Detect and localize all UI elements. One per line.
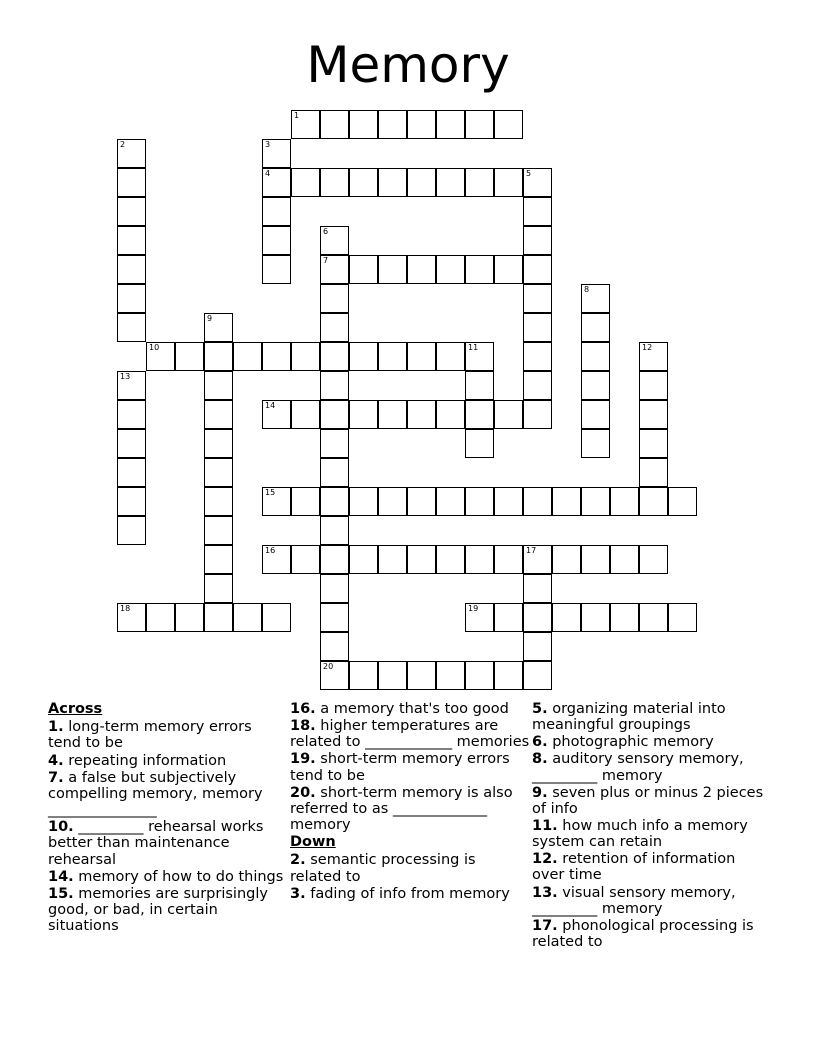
clue-down-9: 9. seven plus or minus 2 pieces of info [532,784,764,817]
clue-number: 14 [265,401,276,410]
clue-across-20: 20. short-term memory is also referred to as _____________ memory [290,784,513,834]
grid-cell[interactable] [262,603,291,632]
grid-cell[interactable] [639,545,668,574]
grid-cell[interactable] [494,487,523,516]
grid-cell[interactable] [610,545,639,574]
grid-cell[interactable] [117,458,146,487]
grid-cell[interactable] [465,661,494,690]
grid-cell[interactable] [320,632,349,661]
grid-cell[interactable] [378,545,407,574]
grid-cell[interactable] [436,400,465,429]
grid-cell[interactable] [581,342,610,371]
clue-number: 13 [120,372,131,381]
grid-cell[interactable] [320,168,349,197]
grid-cell[interactable] [320,458,349,487]
grid-cell[interactable] [523,313,552,342]
grid-cell[interactable] [204,400,233,429]
clue-down-11: 11. how much info a memory system can retain [532,817,748,851]
grid-cell[interactable] [349,110,378,139]
grid-cell[interactable] [117,284,146,313]
clue-across-16: 16. a memory that's too good [290,701,509,717]
grid-cell[interactable] [349,255,378,284]
grid-cell[interactable] [204,458,233,487]
grid-cell[interactable] [262,168,291,197]
grid-cell[interactable] [117,429,146,458]
grid-cell[interactable] [291,545,320,574]
clue-number: 20 [323,662,334,671]
grid-cell[interactable] [117,371,146,400]
grid-cell[interactable] [668,487,697,516]
across-heading: Across [48,701,103,717]
grid-cell[interactable] [494,110,523,139]
grid-cell[interactable] [378,487,407,516]
grid-cell[interactable] [668,603,697,632]
grid-cell[interactable] [407,255,436,284]
grid-cell[interactable] [436,110,465,139]
grid-cell[interactable] [465,110,494,139]
grid-cell[interactable] [581,545,610,574]
grid-cell[interactable] [117,226,146,255]
grid-cell[interactable] [639,342,668,371]
grid-cell[interactable] [204,545,233,574]
grid-cell[interactable] [320,545,349,574]
grid-cell[interactable] [320,284,349,313]
grid-cell[interactable] [639,429,668,458]
grid-cell[interactable] [291,400,320,429]
grid-cell[interactable] [320,371,349,400]
grid-cell[interactable] [494,255,523,284]
grid-cell[interactable] [262,197,291,226]
grid-cell[interactable] [465,429,494,458]
clues-column-1 [48,701,288,935]
clue-number: 7 [323,256,329,265]
grid-cell[interactable] [407,110,436,139]
grid-cell[interactable] [117,603,146,632]
grid-cell[interactable] [436,545,465,574]
grid-cell[interactable] [378,110,407,139]
grid-cell[interactable] [117,400,146,429]
grid-cell[interactable] [291,168,320,197]
grid-cell[interactable] [204,371,233,400]
grid-cell[interactable] [581,603,610,632]
clue-number: 4 [265,169,271,178]
grid-cell[interactable] [465,342,494,371]
grid-cell[interactable] [320,603,349,632]
grid-cell[interactable] [610,603,639,632]
clue-number: 6 [323,227,329,236]
grid-cell[interactable] [407,168,436,197]
grid-cell[interactable] [581,284,610,313]
grid-cell[interactable] [465,603,494,632]
grid-cell[interactable] [117,168,146,197]
clue-across-10: 10. _________ rehearsal works better than maintenance rehearsal [48,819,264,868]
grid-cell[interactable] [117,139,146,168]
grid-cell[interactable] [639,458,668,487]
grid-cell[interactable] [581,487,610,516]
grid-cell[interactable] [349,168,378,197]
grid-cell[interactable] [436,661,465,690]
grid-cell[interactable] [204,574,233,603]
grid-cell[interactable] [117,313,146,342]
clue-number: 16 [265,546,276,555]
grid-cell[interactable] [494,545,523,574]
grid-cell[interactable] [378,342,407,371]
grid-cell[interactable] [204,516,233,545]
grid-cell[interactable] [581,313,610,342]
grid-cell[interactable] [349,342,378,371]
grid-cell[interactable] [523,661,552,690]
clue-down-2: 2. semantic processing is related to [290,852,476,885]
clue-across-18: 18. higher temperatures are related to ____________ memories [290,718,530,751]
grid-cell[interactable] [291,110,320,139]
clue-across-4: 4. repeating information [48,752,227,769]
grid-cell[interactable] [465,168,494,197]
clue-number: 15 [265,488,276,497]
grid-cell[interactable] [349,661,378,690]
grid-cell[interactable] [233,342,262,371]
grid-cell[interactable] [262,487,291,516]
grid-cell[interactable] [610,487,639,516]
grid-cell[interactable] [262,226,291,255]
clue-number: 8 [584,285,590,294]
grid-cell[interactable] [523,197,552,226]
down-heading: Down [290,834,336,851]
grid-cell[interactable] [378,168,407,197]
grid-cell[interactable] [320,429,349,458]
grid-cell[interactable] [465,371,494,400]
grid-cell[interactable] [262,545,291,574]
clue-down-8: 8. auditory sensory memory, _________ memory [532,751,744,784]
grid-cell[interactable] [494,661,523,690]
grid-cell[interactable] [523,545,552,574]
grid-cell[interactable] [523,255,552,284]
grid-cell[interactable] [291,342,320,371]
grid-cell[interactable] [204,603,233,632]
clue-number: 3 [265,140,271,149]
grid-cell[interactable] [233,603,262,632]
grid-cell[interactable] [117,255,146,284]
grid-cell[interactable] [320,661,349,690]
grid-cell[interactable] [320,487,349,516]
puzzle-title: Memory [306,36,510,94]
grid-cell[interactable] [407,342,436,371]
grid-cell[interactable] [320,400,349,429]
grid-cell[interactable] [320,255,349,284]
grid-cell[interactable] [204,342,233,371]
grid-cell[interactable] [320,516,349,545]
clue-number: 9 [207,314,213,323]
grid-cell[interactable] [291,487,320,516]
grid-cell[interactable] [436,487,465,516]
grid-cell[interactable] [378,400,407,429]
grid-cell[interactable] [349,400,378,429]
grid-cell[interactable] [523,400,552,429]
grid-cell[interactable] [465,255,494,284]
grid-cell[interactable] [117,516,146,545]
clue-number: 10 [149,343,160,352]
clue-number: 18 [120,604,131,613]
grid-cell[interactable] [204,313,233,342]
grid-cell[interactable] [407,400,436,429]
grid-cell[interactable] [639,400,668,429]
grid-cell[interactable] [117,487,146,516]
clue-down-6: 6. photographic memory [532,734,714,751]
grid-cell[interactable] [552,487,581,516]
clue-number: 5 [526,169,532,178]
clue-down-5: 5. organizing material into meaningful groupings [532,701,726,734]
grid-cell[interactable] [204,487,233,516]
grid-cell[interactable] [494,603,523,632]
grid-cell[interactable] [378,255,407,284]
grid-cell[interactable] [494,168,523,197]
grid-cell[interactable] [262,400,291,429]
grid-cell[interactable] [581,371,610,400]
grid-cell[interactable] [407,661,436,690]
grid-cell[interactable] [146,603,175,632]
grid-cell[interactable] [639,371,668,400]
grid-cell[interactable] [523,603,552,632]
grid-cell[interactable] [552,603,581,632]
clue-number: 11 [468,343,479,352]
clue-across-1: 1. long-term memory errors tend to be [48,719,252,752]
grid-cell[interactable] [349,545,378,574]
clues-column-2 [290,701,530,903]
grid-cell[interactable] [320,342,349,371]
grid-cell[interactable] [581,429,610,458]
clue-across-14: 14. memory of how to do things [48,868,284,885]
grid-cell[interactable] [523,226,552,255]
clue-across-15: 15. memories are surprisingly good, or bad, in certain situations [48,885,268,935]
grid-cell[interactable] [465,545,494,574]
clue-number: 19 [468,604,479,613]
grid-cell[interactable] [581,400,610,429]
grid-cell[interactable] [639,487,668,516]
grid-cell[interactable] [523,342,552,371]
grid-cell[interactable] [523,632,552,661]
grid-cell[interactable] [175,342,204,371]
clue-across-19: 19. short-term memory errors tend to be [290,751,510,784]
clue-down-3: 3. fading of info from memory [290,885,510,902]
grid-cell[interactable] [349,487,378,516]
grid-cell[interactable] [436,342,465,371]
grid-cell[interactable] [494,400,523,429]
clue-number: 1 [294,111,300,120]
grid-cell[interactable] [262,139,291,168]
clue-across-7: 7. a false but subjectively compelling memory, memory _______________ [48,769,263,818]
grid-cell[interactable] [262,255,291,284]
clues-column-3 [532,701,772,951]
grid-cell[interactable] [639,603,668,632]
clue-down-17: 17. phonological processing is related to [532,917,754,951]
clue-number: 2 [120,140,126,149]
grid-cell[interactable] [407,545,436,574]
grid-cell[interactable] [523,371,552,400]
grid-cell[interactable] [523,487,552,516]
grid-cell[interactable] [320,110,349,139]
grid-cell[interactable] [465,487,494,516]
grid-cell[interactable] [436,168,465,197]
grid-cell[interactable] [204,429,233,458]
clue-number: 17 [526,546,537,555]
grid-cell[interactable] [175,603,204,632]
grid-cell[interactable] [146,342,175,371]
grid-cell[interactable] [320,313,349,342]
grid-cell[interactable] [523,284,552,313]
grid-cell[interactable] [523,168,552,197]
grid-cell[interactable] [436,255,465,284]
clue-number: 12 [642,343,653,352]
grid-cell[interactable] [465,400,494,429]
grid-cell[interactable] [378,661,407,690]
grid-cell[interactable] [407,487,436,516]
clue-down-12: 12. retention of information over time [532,851,736,884]
grid-cell[interactable] [320,574,349,603]
grid-cell[interactable] [552,545,581,574]
clue-down-13: 13. visual sensory memory, _________ memory [532,884,736,917]
grid-cell[interactable] [523,574,552,603]
grid-cell[interactable] [117,197,146,226]
grid-cell[interactable] [262,342,291,371]
grid-cell[interactable] [320,226,349,255]
